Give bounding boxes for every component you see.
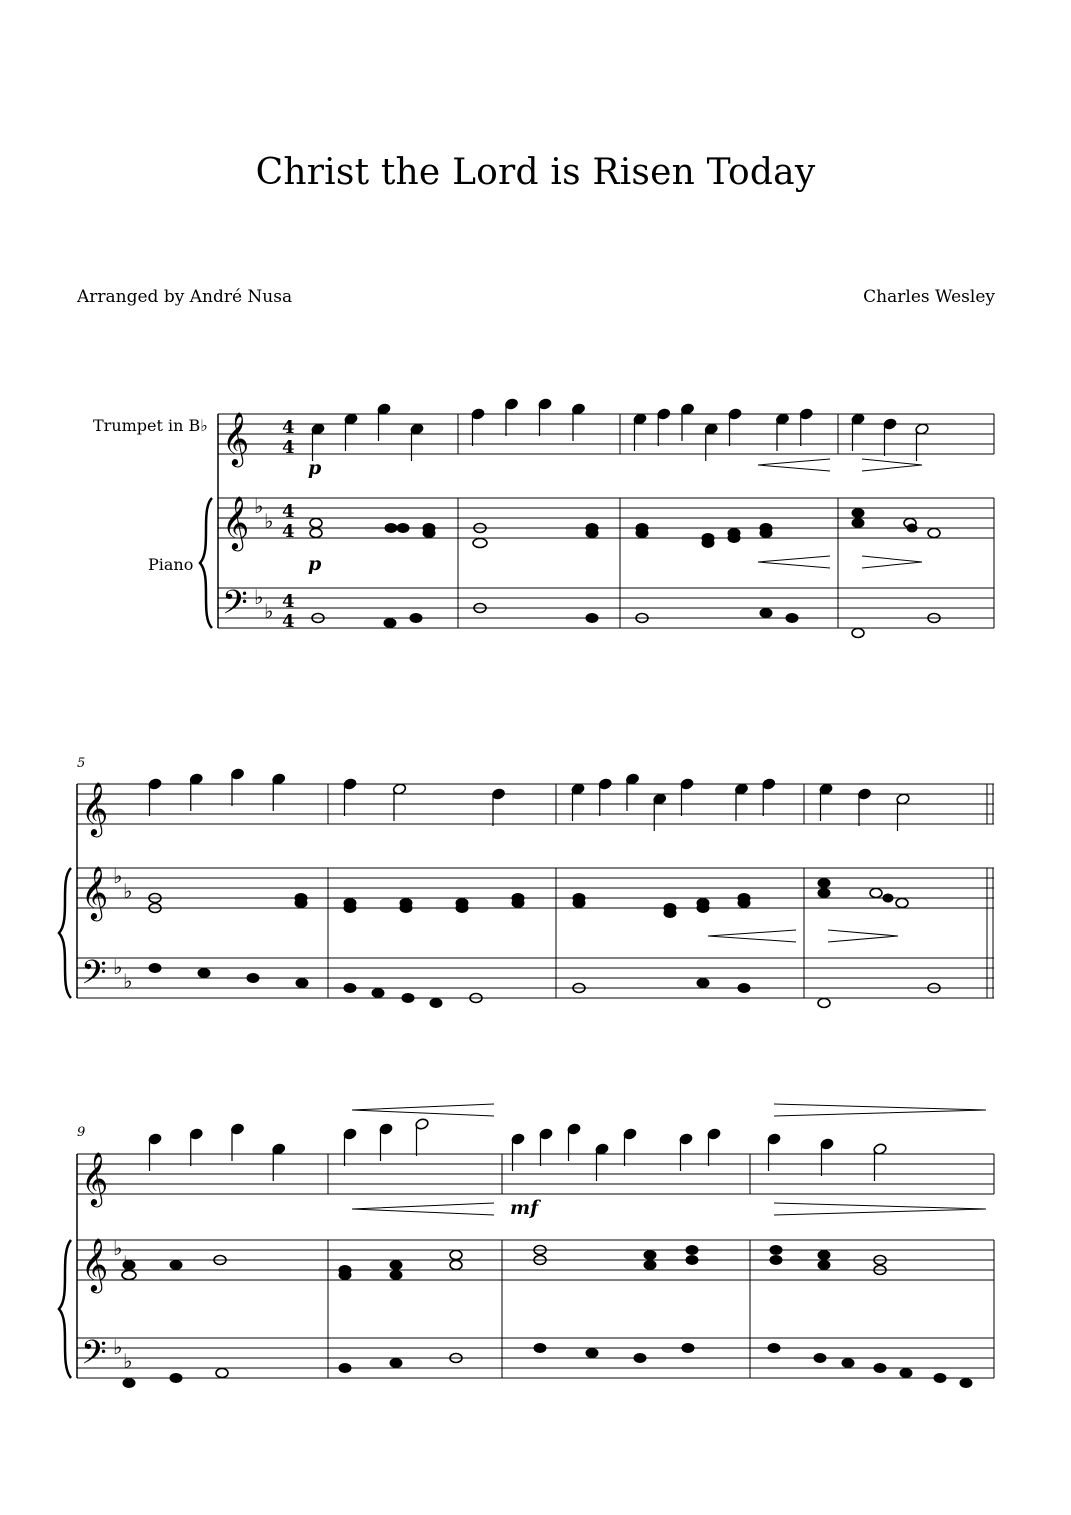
time-sig-top: 4 bbox=[282, 501, 295, 522]
treble-clef-icon: 𝄞 bbox=[222, 411, 250, 465]
piano-lh-staff-3 bbox=[77, 1338, 994, 1378]
treble-clef-icon: 𝄞 bbox=[81, 865, 109, 919]
flat-icon: ♭ bbox=[123, 969, 133, 993]
trumpet-staff-2 bbox=[77, 784, 994, 824]
flat-icon: ♭ bbox=[123, 1349, 133, 1373]
trumpet-staff-1 bbox=[218, 414, 994, 454]
bass-clef-icon: 𝄢 bbox=[81, 954, 107, 1000]
time-signatures bbox=[282, 417, 295, 632]
time-sig-bottom: 4 bbox=[282, 611, 295, 632]
time-sig-bottom: 4 bbox=[282, 521, 295, 542]
dynamic-marking: mf bbox=[510, 1197, 539, 1219]
piano-notes bbox=[122, 509, 972, 1388]
treble-clef-icon: 𝄞 bbox=[222, 495, 250, 549]
measure-number-5: 5 bbox=[77, 756, 86, 771]
piano-lh-staff-1 bbox=[218, 588, 994, 628]
composer-credit: Charles Wesley bbox=[863, 287, 995, 307]
bass-clef-icon: 𝄢 bbox=[222, 584, 248, 630]
piano-rh-staff-1 bbox=[218, 498, 994, 538]
treble-clef-icon: 𝄞 bbox=[81, 781, 109, 835]
flat-icon: ♭ bbox=[113, 864, 123, 888]
score-title: Christ the Lord is Risen Today bbox=[255, 152, 816, 193]
treble-clef-icon: 𝄞 bbox=[81, 1237, 109, 1291]
dynamic-marking: p bbox=[308, 457, 322, 479]
arranger-credit: Arranged by André Nusa bbox=[77, 287, 293, 307]
piano-brace-3 bbox=[59, 1240, 71, 1378]
system-1 bbox=[218, 414, 994, 628]
time-sig-top: 4 bbox=[282, 591, 295, 612]
trumpet-staff-3 bbox=[77, 1154, 994, 1194]
measure-number-9: 9 bbox=[77, 1125, 86, 1140]
hairpins bbox=[352, 459, 986, 1215]
flat-icon: ♭ bbox=[123, 879, 133, 903]
flat-icon: ♭ bbox=[264, 599, 274, 623]
piano-lh-staff-2 bbox=[77, 958, 994, 998]
flat-icon: ♭ bbox=[113, 1236, 123, 1260]
piano-brace-1 bbox=[200, 498, 212, 628]
system-2 bbox=[77, 784, 994, 998]
flat-icon: ♭ bbox=[113, 1335, 123, 1359]
bass-clef-icon: 𝄢 bbox=[81, 1334, 107, 1380]
flat-icon: ♭ bbox=[264, 509, 274, 533]
flat-icon: ♭ bbox=[254, 585, 264, 609]
piano-brace-2 bbox=[59, 868, 71, 998]
piano-rh-staff-2 bbox=[77, 868, 994, 908]
trumpet-label: Trumpet in B♭ bbox=[93, 416, 208, 435]
time-sig-top: 4 bbox=[282, 417, 295, 438]
piano-label: Piano bbox=[148, 555, 194, 574]
treble-clef-icon: 𝄞 bbox=[81, 1151, 109, 1205]
time-sig-bottom: 4 bbox=[282, 437, 295, 458]
flat-icon: ♭ bbox=[113, 955, 123, 979]
dynamic-marking: p bbox=[308, 553, 322, 575]
key-signatures bbox=[113, 494, 273, 1373]
flat-icon: ♭ bbox=[254, 494, 264, 518]
